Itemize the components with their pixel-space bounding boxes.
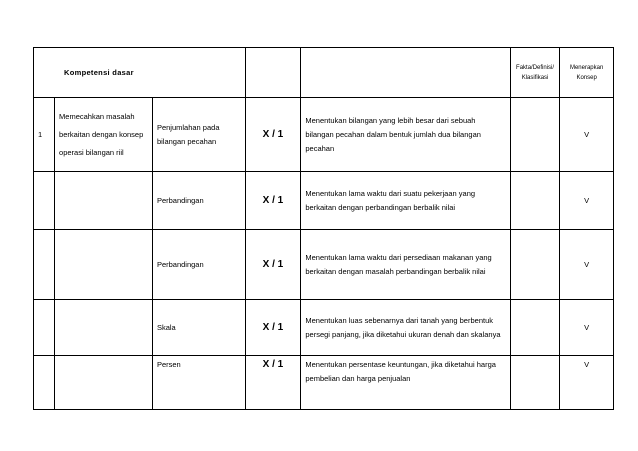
row-no [34,356,55,410]
table-row [34,300,614,356]
header-empty-code [245,48,301,98]
row-code: X / 1 [245,356,301,410]
row-fakta [510,172,559,230]
row-materi: Persen [152,356,245,410]
kisi-kisi-table [33,47,614,410]
header-menerapkan: Menerapkan Konsep [560,48,614,98]
row-indikator: Menentukan persentase keuntungan, jika diketahui harga pembelian dan harga penjualan [301,356,510,410]
row-no: 1 [34,98,55,172]
table-row [34,230,614,300]
row-fakta [510,300,559,356]
header-row [34,48,614,98]
header-fakta: Fakta/Definisi/ Klasifikasi [510,48,559,98]
row-indikator: Menentukan lama waktu dari suatu pekerjaan yang berkaitan dengan perbandingan berbalik nilai [301,172,510,230]
row-no [34,230,55,300]
row-menerapkan: V [560,300,614,356]
row-materi: Penjumlahan pada bilangan pecahan [152,98,245,172]
row-materi: Perbandingan [152,172,245,230]
row-kompetensi-dasar [55,172,153,230]
table-row [34,172,614,230]
header-kompetensi-dasar: Kompetensi dasar [34,48,246,98]
row-code: X / 1 [245,172,301,230]
row-indikator: Menentukan luas sebenarnya dari tanah yang berbentuk persegi panjang, jika diketahui ukuran denah dan skalanya [301,300,510,356]
row-fakta [510,98,559,172]
row-materi: Perbandingan [152,230,245,300]
row-kompetensi-dasar [55,356,153,410]
row-code: X / 1 [245,98,301,172]
table-row [34,98,614,172]
row-fakta [510,356,559,410]
header-empty-indikator [301,48,510,98]
table-row [34,356,614,410]
row-menerapkan: V [560,230,614,300]
row-indikator: Menentukan lama waktu dari persediaan makanan yang berkaitan dengan masalah perbandingan berbalik nilai [301,230,510,300]
row-no [34,300,55,356]
row-no [34,172,55,230]
row-menerapkan: V [560,356,614,410]
row-kompetensi-dasar [55,230,153,300]
row-fakta [510,230,559,300]
row-indikator: Menentukan bilangan yang lebih besar dari sebuah bilangan pecahan dalam bentuk jumlah dua bilangan pecahan [301,98,510,172]
row-menerapkan: V [560,172,614,230]
row-materi: Skala [152,300,245,356]
row-menerapkan: V [560,98,614,172]
row-code: X / 1 [245,230,301,300]
row-kompetensi-dasar: Memecahkan masalah berkaitan dengan konsep operasi bilangan riil [55,98,153,172]
row-kompetensi-dasar [55,300,153,356]
row-code: X / 1 [245,300,301,356]
